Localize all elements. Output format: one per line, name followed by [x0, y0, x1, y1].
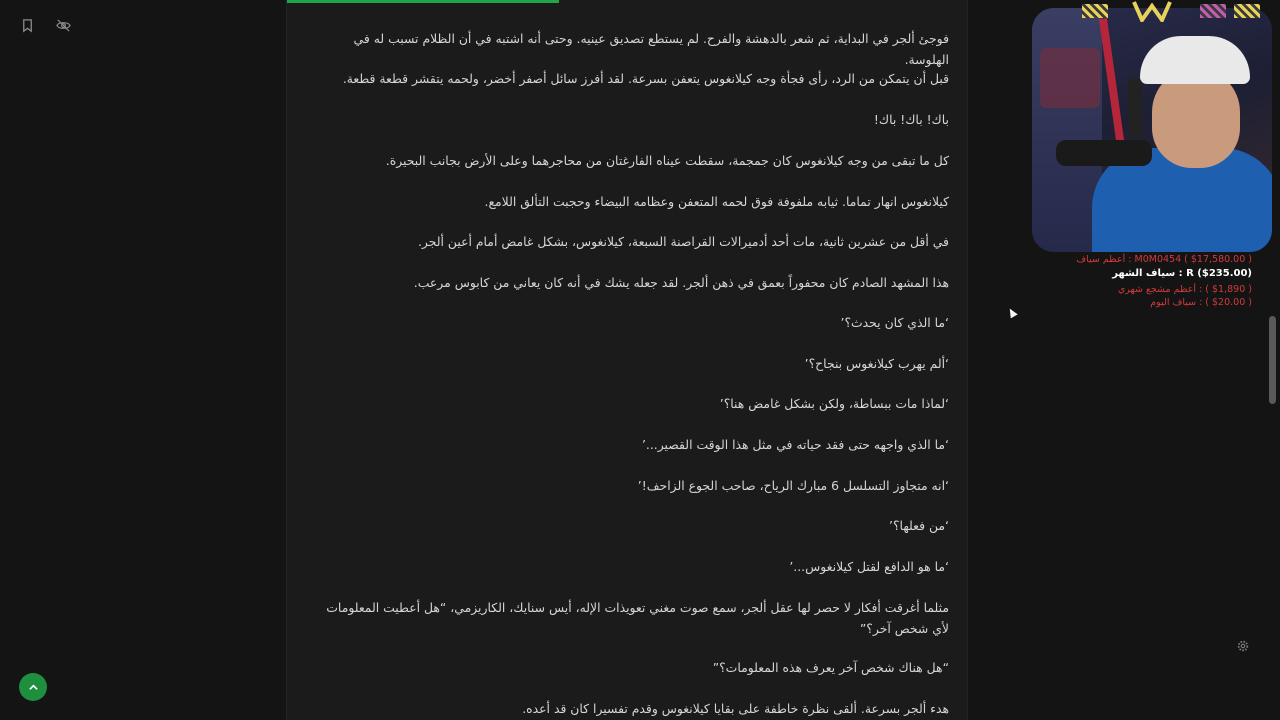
badge-icon	[1082, 4, 1108, 18]
paragraph: ‘من فعلها؟’	[889, 518, 949, 533]
paragraph: ‘لماذا مات ببساطة، ولكن بشكل غامض هنا؟’	[719, 396, 949, 411]
scrollbar-thumb[interactable]	[1269, 316, 1276, 404]
month-donor-ticker: R ($235.00) : سياف الشهر	[1112, 268, 1252, 279]
paragraph: هذا المشهد الصادم كان محفوراً بعمق في ذهن ألجر. لقد جعله يشك في أنه كان يعاني من كابوس مرعب.	[413, 275, 949, 290]
bookmark-button[interactable]	[14, 12, 40, 38]
paragraph: كل ما تبقى من وجه كيلانغوس كان جمجمة، سقطت عيناه الفارغتان من محاجرهما وعلى الأرض بجانب البحيرة.	[385, 153, 949, 168]
scroll-to-top-button[interactable]	[19, 673, 47, 701]
logo-icon	[1132, 0, 1172, 22]
top-donor-ticker: M0M0454 ( $17,580.00 ) : أعظم سياف	[1076, 254, 1252, 265]
paragraph: في أقل من عشرين ثانية، مات أحد أدميرالات القراصنة السبعة، كيلانغوس، بشكل غامض أمام أعين ألجر.	[417, 234, 949, 249]
daily-donor-ticker: ( $20.00 ) : سياف اليوم	[1150, 297, 1252, 308]
paragraph: فوجئ ألجر في البداية، ثم شعر بالدهشة والفرح. لم يستطع تصديق عينيه. وحتى أنه اشتبه في أن الظلام تسبب له في الهلوسة.	[353, 31, 949, 67]
paragraph: هدء ألجر بسرعة. ألقى نظرة خاطفة على بقايا كيلانغوس وقدم تفسيرا كان قد أعده.	[522, 701, 949, 716]
eye-off-icon	[56, 18, 71, 33]
chevron-up-icon	[28, 682, 39, 693]
badge-icon	[1234, 4, 1260, 18]
paragraph: قبل أن يتمكن من الرد، رأى فجأة وجه كيلانغوس يتعفن بسرعة. لقد أفرز سائل أصفر أخضر، ولحمه يتقشر قطعة قطعة.	[342, 71, 949, 86]
bookmark-icon	[20, 18, 35, 33]
monthly-fan-ticker: ( $1,890 ) : أعظم مشجع شهري	[1117, 284, 1252, 295]
paragraph: ‘ما الذي كان يحدث؟’	[840, 315, 949, 330]
paragraph: كيلانغوس انهار تماما. ثيابه ملفوفة فوق لحمه المتعفن وعظامه البيضاء وحجبت التألق اللامع.	[484, 194, 949, 209]
mouse-cursor	[1006, 307, 1017, 319]
chapter-reader[interactable]	[286, 0, 968, 720]
paragraph: مثلما أغرقت أفكار لا حصر لها عقل ألجر، سمع صوت مغني تعويذات الإله، أيس سنايك، الكاريزمي، “هل أعطيت المعلومات لأي شخص آخر؟”	[326, 600, 949, 636]
paragraph: ‘انه متجاوز التسلسل 6 مبارك الرياح، صاحب الجوع الزاحف!’	[637, 478, 949, 493]
paragraph: باك! باك! باك!	[873, 112, 949, 127]
left-toolbar	[14, 12, 76, 38]
hide-button[interactable]	[50, 12, 76, 38]
paragraph: ‘ما هو الدافع لقتل كيلانغوس...’	[789, 559, 949, 574]
webcam-feed	[1032, 8, 1272, 252]
badge-icon	[1200, 4, 1226, 18]
reading-progress-bar	[287, 0, 559, 3]
gear-icon	[1236, 639, 1250, 653]
stream-overlay	[1032, 0, 1272, 320]
settings-button[interactable]	[1233, 636, 1253, 656]
paragraph: “هل هناك شخص آخر يعرف هذه المعلومات؟”	[712, 660, 949, 675]
page-scrollbar[interactable]	[1269, 0, 1276, 720]
paragraph: ‘ألم يهرب كيلانغوس بنجاح؟’	[804, 356, 949, 371]
paragraph: ‘ما الذي واجهه حتى فقد حياته في مثل هذا الوقت القصير...’	[641, 437, 949, 452]
